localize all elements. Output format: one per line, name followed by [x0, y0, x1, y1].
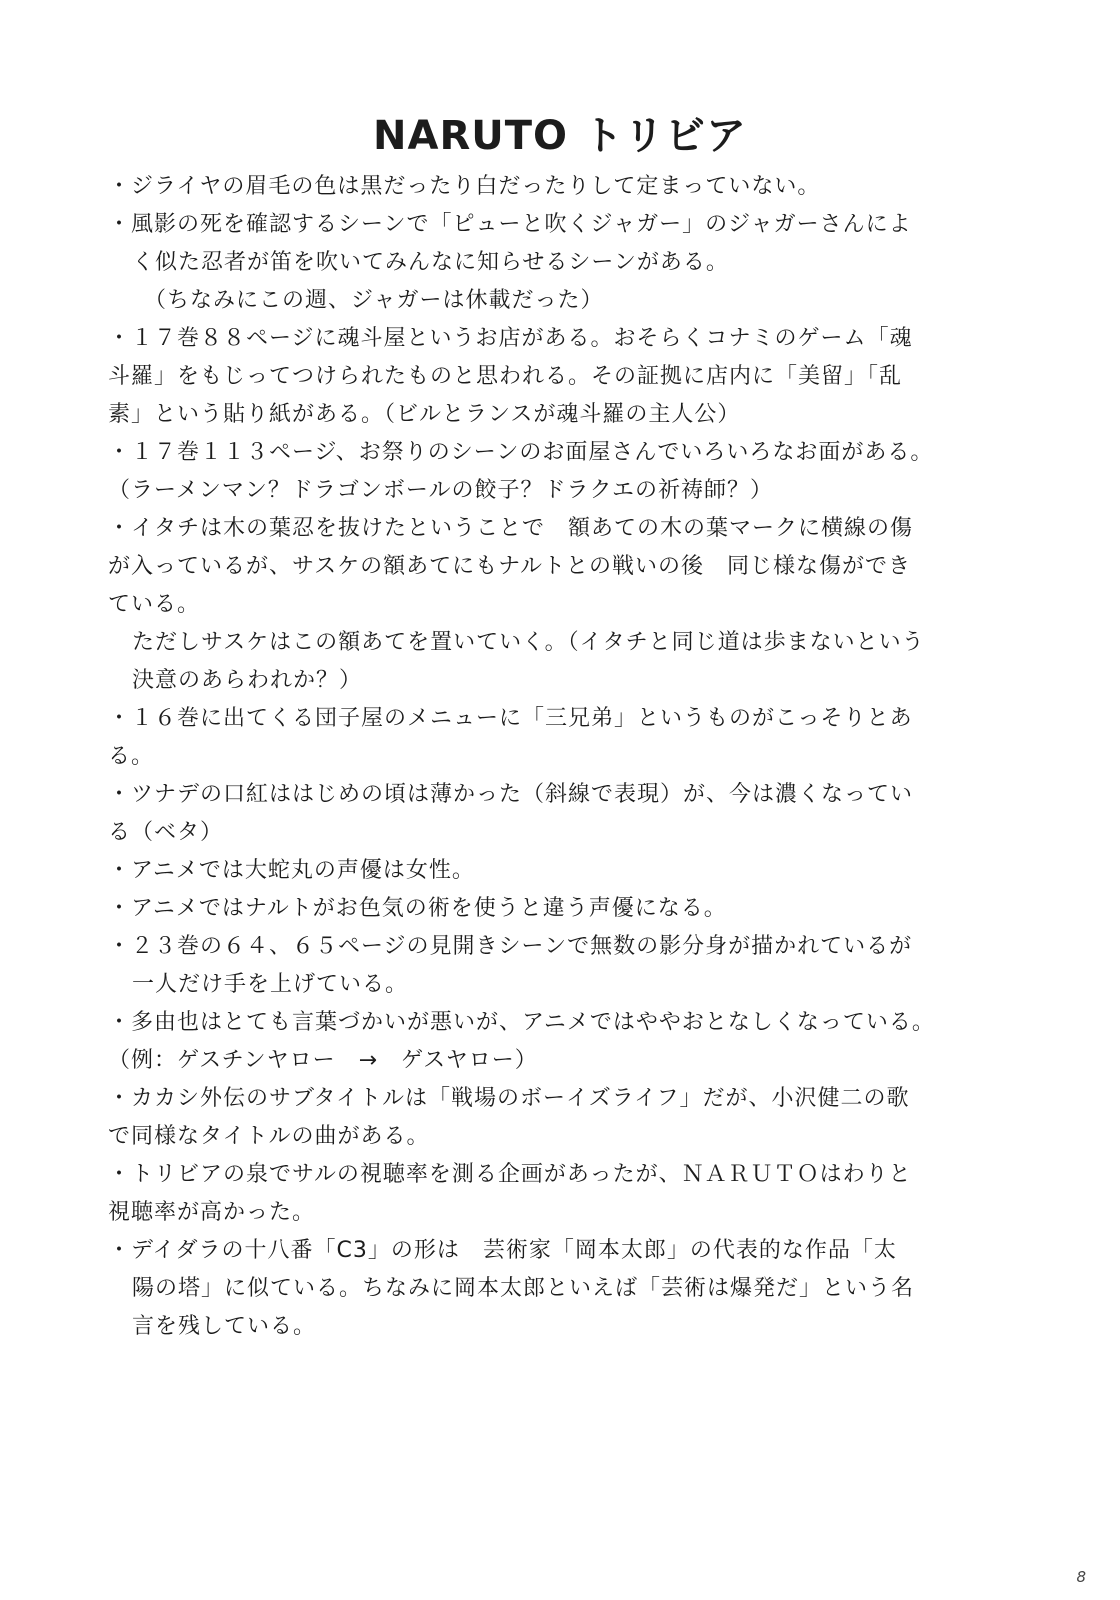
trivia-line: （例：ゲスチンヤロー → ゲスヤロー）	[108, 1048, 538, 1073]
trivia-line: ・１７巻１１３ページ、お祭りのシーンのお面屋さんでいろいろなお面がある。	[108, 440, 934, 465]
trivia-line: 一人だけ手を上げている。	[132, 972, 409, 997]
trivia-line: る（ベタ）	[108, 820, 224, 845]
trivia-line: ている。	[108, 592, 201, 617]
trivia-line: ・風影の死を確認するシーンで「ピューと吹くジャガー」のジャガーさんによ	[108, 212, 912, 237]
page-title: NARUTO トリビア	[373, 113, 747, 159]
trivia-line: 斗羅」をもじってつけられたものと思われる。その証拠に店内に「美留」「乱	[108, 364, 903, 389]
trivia-line: （ラーメンマン？ドラゴンボールの餃子？ドラクエの祈祷師？）	[108, 478, 774, 503]
trivia-line: が入っているが、サスケの額あてにもナルトとの戦いの後 同じ様な傷ができ	[108, 554, 912, 579]
trivia-line: で同様なタイトルの曲がある。	[108, 1124, 430, 1149]
trivia-line: （ちなみにこの週、ジャガーは休載だった）	[144, 288, 604, 313]
trivia-line: る。	[108, 744, 155, 769]
trivia-line: 言を残している。	[132, 1314, 317, 1339]
trivia-line: ・トリビアの泉でサルの視聴率を測る企画があったが、ＮＡＲＵＴＯはわりと	[108, 1162, 912, 1187]
trivia-line: ただしサスケはこの額あてを置いていく。（イタチと同じ道は歩まないという	[132, 630, 925, 655]
page-number: 8	[1076, 1568, 1086, 1586]
trivia-line: ・ジライヤの眉毛の色は黒だったり白だったりして定まっていない。	[108, 174, 821, 199]
trivia-line: ・カカシ外伝のサブタイトルは「戦場のボーイズライフ」だが、小沢健二の歌	[108, 1086, 910, 1111]
trivia-list	[108, 168, 1038, 1346]
trivia-line: ・アニメでは大蛇丸の声優は女性。	[108, 858, 475, 883]
trivia-line: 素」という貼り紙がある。（ビルとランスが魂斗羅の主人公）	[108, 402, 741, 427]
trivia-line: ・デイダラの十八番「C3」の形は 芸術家「岡本太郎」の代表的な作品「太	[108, 1238, 897, 1263]
trivia-line: ・２３巻の６４、６５ページの見開きシーンで無数の影分身が描かれているが	[108, 934, 913, 959]
trivia-line: 視聴率が高かった。	[108, 1200, 316, 1225]
trivia-line: ・多由也はとても言葉づかいが悪いが、アニメではややおとなしくなっている。	[108, 1010, 935, 1035]
trivia-line: ・ツナデの口紅ははじめの頃は薄かった（斜線で表現）が、今は濃くなってい	[108, 782, 914, 807]
trivia-line: ・１６巻に出てくる団子屋のメニューに「三兄弟」というものがこっそりとあ	[108, 706, 913, 731]
trivia-line: 陽の塔」に似ている。ちなみに岡本太郎といえば「芸術は爆発だ」という名	[132, 1276, 915, 1301]
trivia-line: ・１７巻８８ページに魂斗屋というお店がある。おそらくコナミのゲーム「魂	[108, 326, 913, 351]
trivia-line: く似た忍者が笛を吹いてみんなに知らせるシーンがある。	[132, 250, 729, 275]
trivia-line: ・イタチは木の葉忍を抜けたということで 額あての木の葉マークに横線の傷	[108, 516, 914, 541]
trivia-line: ・アニメではナルトがお色気の術を使うと違う声優になる。	[108, 896, 727, 921]
trivia-line: 決意のあらわれか？）	[132, 668, 363, 693]
